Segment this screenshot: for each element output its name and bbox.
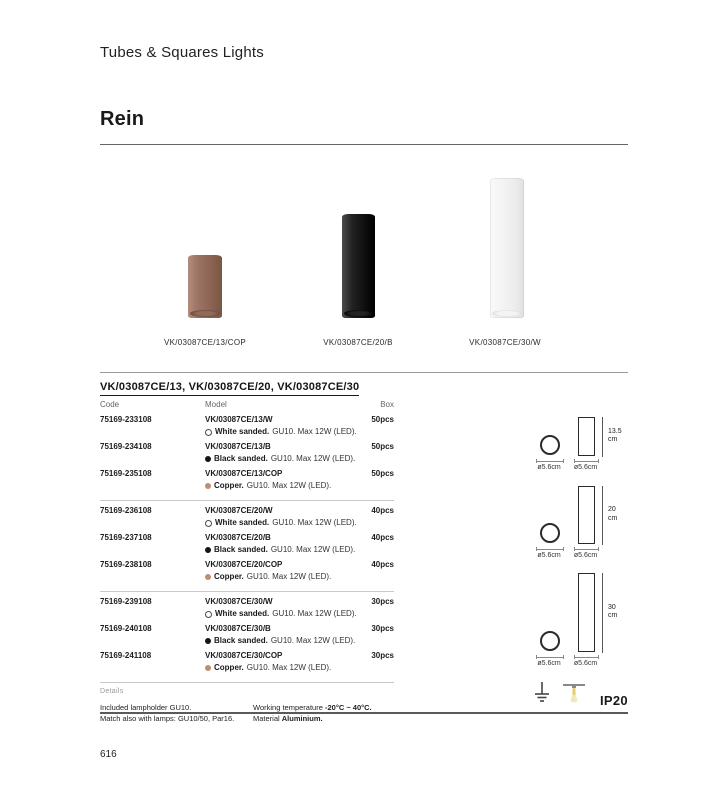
- product-label: VK/03087CE/13/COP: [163, 338, 247, 347]
- diameter-dimension-line: [536, 459, 564, 463]
- box-cell: 30pcs: [371, 597, 394, 606]
- table-title: VK/03087CE/13, VK/03087CE/20, VK/03087CE/30: [100, 382, 359, 396]
- group-divider: [100, 682, 394, 683]
- model-cell: VK/03087CE/20/W White sanded. GU10. Max 12W (LED).: [205, 506, 357, 527]
- height-label: 13.5 cm: [608, 427, 622, 444]
- ip-rating: IP20: [600, 693, 628, 708]
- details-label: Details: [100, 688, 124, 695]
- diameter-label: ø5.6cm: [573, 464, 598, 471]
- product-image-black: [342, 214, 375, 318]
- table-row: [100, 533, 394, 555]
- table-row: [100, 442, 394, 464]
- diameter-dimension-line: [574, 547, 599, 551]
- diameter-dimension-line: [536, 655, 564, 659]
- finish-dot: [205, 483, 211, 489]
- finish-dot: [205, 547, 211, 553]
- column-header-model: Model: [205, 400, 227, 409]
- height-label: 30 cm: [608, 603, 618, 620]
- product-image-copper: [188, 255, 222, 318]
- group-divider: [100, 500, 394, 501]
- footer-icons: [532, 681, 628, 711]
- box-cell: 50pcs: [371, 415, 394, 424]
- height-label: 20 cm: [608, 506, 618, 522]
- diameter-label: ø5.6cm: [537, 464, 561, 471]
- code-cell: 75169-241108: [100, 651, 152, 660]
- table-row: [100, 560, 394, 582]
- detail-line: Material Aluminium.: [253, 714, 323, 724]
- table-top-divider: [100, 372, 628, 373]
- box-cell: 50pcs: [371, 442, 394, 451]
- diameter-label: ø5.6cm: [537, 660, 561, 667]
- finish-dot: [205, 520, 212, 527]
- code-cell: 75169-236108: [100, 506, 152, 515]
- finish-dot: [205, 456, 211, 462]
- table-row: [100, 415, 394, 437]
- finish-dot: [205, 611, 212, 618]
- height-dimension-line: [602, 486, 603, 545]
- detail-line: Match also with lamps: GU10/50, Par16.: [100, 714, 235, 724]
- box-cell: 30pcs: [371, 651, 394, 660]
- model-cell: VK/03087CE/13/B Black sanded. GU10. Max 12W (LED).: [205, 442, 356, 463]
- product-label: VK/03087CE/20/B: [323, 338, 393, 347]
- page-title: Rein: [100, 108, 145, 130]
- code-cell: 75169-234108: [100, 442, 152, 451]
- model-cell: VK/03087CE/30/COP Copper. GU10. Max 12W (LED).: [205, 651, 332, 672]
- page-number: 616: [100, 749, 117, 760]
- height-dimension-line: [602, 573, 603, 653]
- detail-line: Working temperature -20°C ~ 40°C.: [253, 703, 372, 712]
- title-divider: [100, 144, 628, 145]
- bottom-divider: [100, 712, 628, 714]
- product-image-white: [490, 178, 524, 318]
- box-cell: 50pcs: [371, 469, 394, 478]
- top-view-circle: [540, 631, 560, 651]
- group-divider: [100, 591, 394, 592]
- diameter-label: ø5.6cm: [573, 660, 598, 667]
- top-view-circle: [540, 435, 560, 455]
- product-label: VK/03087CE/30/W: [469, 338, 541, 347]
- diameter-dimension-line: [536, 547, 564, 551]
- model-cell: VK/03087CE/20/B Black sanded. GU10. Max 12W (LED).: [205, 533, 356, 554]
- side-view-body: [578, 417, 595, 456]
- detail-line: Included lampholder GU10.: [100, 703, 192, 712]
- column-header-box: Box: [380, 400, 394, 409]
- model-cell: VK/03087CE/13/W White sanded. GU10. Max 12W (LED).: [205, 415, 357, 436]
- model-cell: VK/03087CE/13/COP Copper. GU10. Max 12W (LED).: [205, 469, 332, 490]
- side-view-body: [578, 486, 595, 544]
- top-view-circle: [540, 523, 560, 543]
- lamp-icon: [561, 681, 587, 711]
- finish-dot: [205, 665, 211, 671]
- ceiling-mount-icon: [532, 681, 552, 711]
- diameter-label: ø5.6cm: [573, 552, 598, 559]
- model-cell: VK/03087CE/20/COP Copper. GU10. Max 12W (LED).: [205, 560, 332, 581]
- code-cell: 75169-238108: [100, 560, 152, 569]
- spec-table: [100, 377, 394, 725]
- box-cell: 30pcs: [371, 624, 394, 633]
- diameter-dimension-line: [574, 655, 599, 659]
- diameter-label: ø5.6cm: [537, 552, 561, 559]
- column-header-code: Code: [100, 400, 120, 409]
- table-row: [100, 597, 394, 619]
- code-cell: 75169-237108: [100, 533, 152, 542]
- code-cell: 75169-235108: [100, 469, 152, 478]
- code-cell: 75169-240108: [100, 624, 152, 633]
- category-title: Tubes & Squares Lights: [100, 44, 264, 61]
- table-row: [100, 624, 394, 646]
- table-row: [100, 469, 394, 491]
- height-dimension-line: [602, 417, 603, 457]
- code-cell: 75169-239108: [100, 597, 152, 606]
- model-cell: VK/03087CE/30/W White sanded. GU10. Max 12W (LED).: [205, 597, 357, 618]
- finish-dot: [205, 638, 211, 644]
- table-row: [100, 506, 394, 528]
- box-cell: 40pcs: [371, 533, 394, 542]
- box-cell: 40pcs: [371, 506, 394, 515]
- table-header-row: [100, 400, 394, 410]
- diameter-dimension-line: [574, 459, 599, 463]
- code-cell: 75169-233108: [100, 415, 152, 424]
- finish-dot: [205, 429, 212, 436]
- box-cell: 40pcs: [371, 560, 394, 569]
- side-view-body: [578, 573, 595, 652]
- model-cell: VK/03087CE/30/B Black sanded. GU10. Max 12W (LED).: [205, 624, 356, 645]
- table-row: [100, 651, 394, 673]
- finish-dot: [205, 574, 211, 580]
